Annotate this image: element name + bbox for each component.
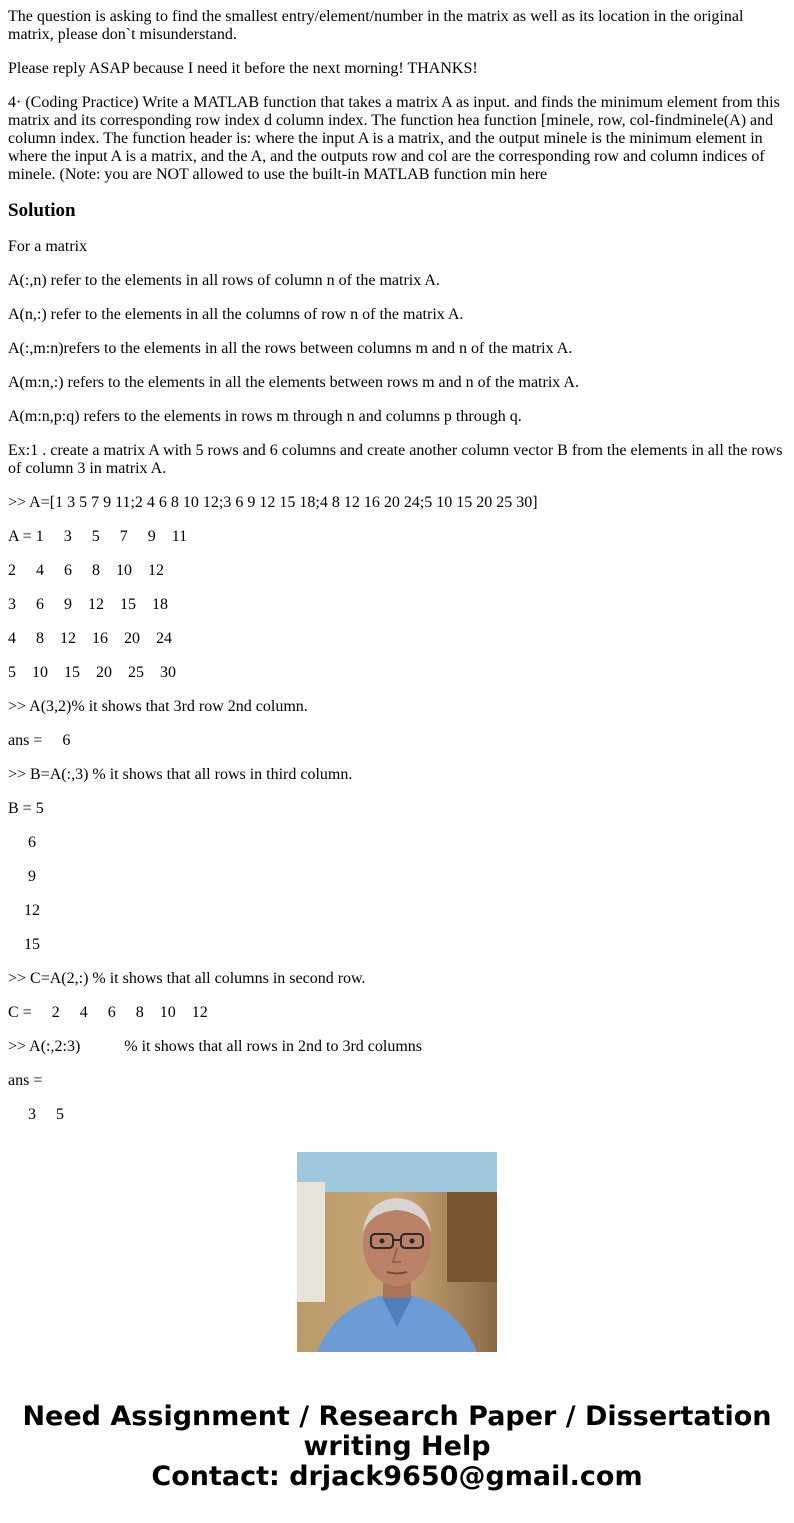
solution-line: Ex:1 . create a matrix A with 5 rows and 6 columns and create another column vector B from the elements in all the rows of column 3 in matrix A. — [8, 442, 787, 477]
solution-line: A(:,m:n)refers to the elements in all the rows between columns m and n of the matrix A. — [8, 340, 573, 357]
code-line: 15 — [8, 936, 40, 953]
code-line: ans = 6 — [8, 732, 71, 749]
code-line: >> C=A(2,:) % it shows that all columns in second row. — [8, 970, 366, 987]
question-request: Please reply ASAP because I need it before the next morning! THANKS! — [8, 60, 478, 77]
solution-line: A(m:n,p:q) refers to the elements in rows m through n and columns p through q. — [8, 408, 522, 425]
question-problem: 4· (Coding Practice) Write a MATLAB function that takes a matrix A as input. and finds the minimum element from this matrix and its corresponding row index d column index. The function hea function [minele, row, col-findminele(A) and column index. The function header is: where the input A is a matrix, and the output minele is the minimum element in where the input A is a matrix, and the A, and the outputs row and col are the corresponding row and column indices of minele. (Note: you are NOT allowed to use the built-in MATLAB function min here — [8, 94, 784, 183]
question-clarification: The question is asking to find the smallest entry/element/number in the matrix as well as its location in the original matrix, please don`t misunderstand. — [8, 8, 748, 43]
avatar — [297, 1152, 497, 1352]
code-line: 9 — [8, 868, 36, 885]
tutor-photo-icon — [297, 1152, 497, 1352]
promo-text — [0, 1402, 794, 1492]
code-line: 12 — [8, 902, 40, 919]
promo-contact[interactable]: Contact: drjack9650@gmail.com — [151, 1461, 643, 1492]
code-line: ans = — [8, 1072, 43, 1089]
code-line: >> A(:,2:3) % it shows that all rows in 2nd to 3rd columns — [8, 1038, 423, 1055]
solution-line: A(:,n) refer to the elements in all rows of column n of the matrix A. — [8, 272, 440, 289]
solution-line: A(n,:) refer to the elements in all the columns of row n of the matrix A. — [8, 306, 464, 323]
code-line: 6 — [8, 834, 36, 851]
solution-line: For a matrix — [8, 238, 88, 255]
code-line: 5 10 15 20 25 30 — [8, 664, 176, 681]
promo-line-1: Need Assignment / Research Paper / Dissertation — [22, 1401, 772, 1432]
code-line: >> A=[1 3 5 7 9 11;2 4 6 8 10 12;3 6 9 12 15 18;4 8 12 16 20 24;5 10 15 20 25 30] — [8, 494, 538, 511]
code-line: A = 1 3 5 7 9 11 — [8, 528, 188, 545]
code-line: B = 5 — [8, 800, 44, 817]
solution-heading: Solution — [8, 200, 76, 221]
code-line: 3 6 9 12 15 18 — [8, 596, 168, 613]
code-line: >> B=A(:,3) % it shows that all rows in third column. — [8, 766, 353, 783]
code-line: >> A(3,2)% it shows that 3rd row 2nd column. — [8, 698, 308, 715]
code-line: C = 2 4 6 8 10 12 — [8, 1004, 208, 1021]
promo-banner — [0, 1152, 794, 1492]
code-line: 2 4 6 8 10 12 — [8, 562, 164, 579]
code-line: 3 5 — [8, 1106, 64, 1123]
promo-line-2: writing Help — [303, 1431, 491, 1462]
solution-line: A(m:n,:) refers to the elements in all the elements between rows m and n of the matrix A. — [8, 374, 579, 391]
document-body — [8, 8, 786, 1122]
code-line: 4 8 12 16 20 24 — [8, 630, 172, 647]
